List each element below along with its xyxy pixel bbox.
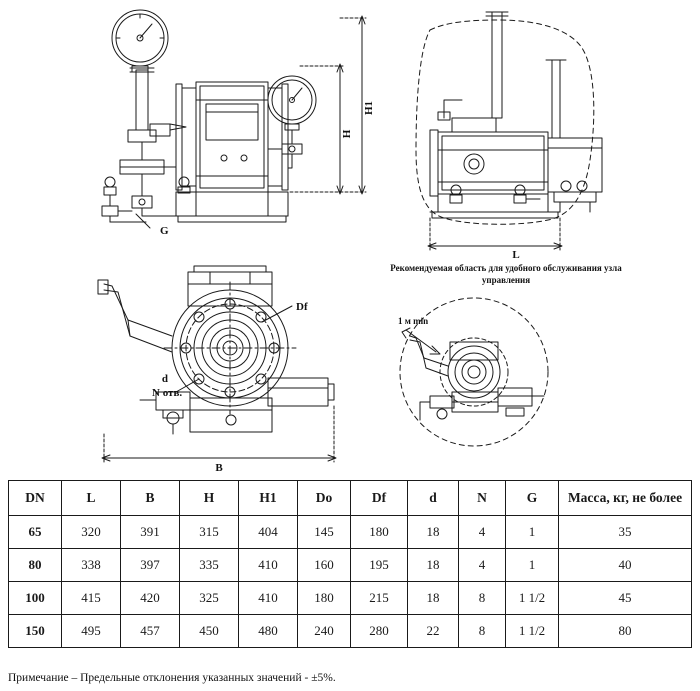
col-header-h: H <box>180 481 239 516</box>
specifications-table <box>8 480 692 648</box>
cell-l: 320 <box>62 516 121 549</box>
cell-n: 8 <box>459 615 506 648</box>
col-header-d: d <box>408 481 459 516</box>
dimension-label-g: G <box>160 225 169 237</box>
table-row <box>9 582 692 615</box>
col-header-l: L <box>62 481 121 516</box>
cell-d: 22 <box>408 615 459 648</box>
table-row <box>9 615 692 648</box>
col-header-n: N <box>459 481 506 516</box>
cell-dn: 80 <box>9 549 62 582</box>
col-header-h1: H1 <box>239 481 298 516</box>
col-header-df: Df <box>351 481 408 516</box>
cell-h: 450 <box>180 615 239 648</box>
cell-df: 280 <box>351 615 408 648</box>
cell-h1: 410 <box>239 549 298 582</box>
dimension-label-h1: H1 <box>363 100 375 116</box>
cell-mass: 35 <box>559 516 692 549</box>
cell-mass: 45 <box>559 582 692 615</box>
cell-mass: 40 <box>559 549 692 582</box>
front-view-assembly <box>102 10 366 228</box>
table-footnote: Примечание – Предельные отклонения указанных значений - ±5%. <box>8 672 336 684</box>
col-header-g: G <box>506 481 559 516</box>
cell-d: 18 <box>408 582 459 615</box>
cell-g: 1 <box>506 516 559 549</box>
cell-l: 338 <box>62 549 121 582</box>
cell-g: 1 1/2 <box>506 615 559 648</box>
cell-do: 240 <box>298 615 351 648</box>
dimension-label-l: L <box>512 249 520 261</box>
dimension-label-n-otv: N отв. <box>152 387 183 399</box>
dimension-label-df: Df <box>296 301 308 313</box>
top-view-assembly <box>98 266 336 462</box>
dimension-label-1m-min: 1 м min <box>398 316 429 326</box>
cell-h1: 480 <box>239 615 298 648</box>
cell-b: 457 <box>121 615 180 648</box>
cell-dn: 100 <box>9 582 62 615</box>
cell-df: 195 <box>351 549 408 582</box>
cell-do: 145 <box>298 516 351 549</box>
cell-b: 397 <box>121 549 180 582</box>
cell-l: 415 <box>62 582 121 615</box>
cell-df: 180 <box>351 516 408 549</box>
cell-do: 180 <box>298 582 351 615</box>
cell-d: 18 <box>408 516 459 549</box>
cell-b: 391 <box>121 516 180 549</box>
cell-dn: 150 <box>9 615 62 648</box>
dimension-label-h: H <box>341 129 353 139</box>
col-header-mass: Масса, кг, не более <box>559 481 692 516</box>
service-area-caption: Рекомендуемая область для удобного обслуживания узла управления <box>390 263 622 285</box>
col-header-do: Do <box>298 481 351 516</box>
cell-n: 4 <box>459 516 506 549</box>
cell-g: 1 1/2 <box>506 582 559 615</box>
cell-b: 420 <box>121 582 180 615</box>
cell-h1: 410 <box>239 582 298 615</box>
cell-h: 335 <box>180 549 239 582</box>
col-header-b: B <box>121 481 180 516</box>
cell-mass: 80 <box>559 615 692 648</box>
cell-g: 1 <box>506 549 559 582</box>
dimension-label-d: d <box>161 373 168 385</box>
cell-l: 495 <box>62 615 121 648</box>
cell-do: 160 <box>298 549 351 582</box>
side-view-assembly <box>416 12 602 250</box>
table-row <box>9 516 692 549</box>
dimension-label-b: B <box>215 462 223 474</box>
cell-h: 315 <box>180 516 239 549</box>
cell-h1: 404 <box>239 516 298 549</box>
cell-n: 8 <box>459 582 506 615</box>
cell-df: 215 <box>351 582 408 615</box>
cell-h: 325 <box>180 582 239 615</box>
cell-n: 4 <box>459 549 506 582</box>
cell-dn: 65 <box>9 516 62 549</box>
col-header-dn: DN <box>9 481 62 516</box>
table-row <box>9 549 692 582</box>
table-header-row <box>9 481 692 516</box>
cell-d: 18 <box>408 549 459 582</box>
